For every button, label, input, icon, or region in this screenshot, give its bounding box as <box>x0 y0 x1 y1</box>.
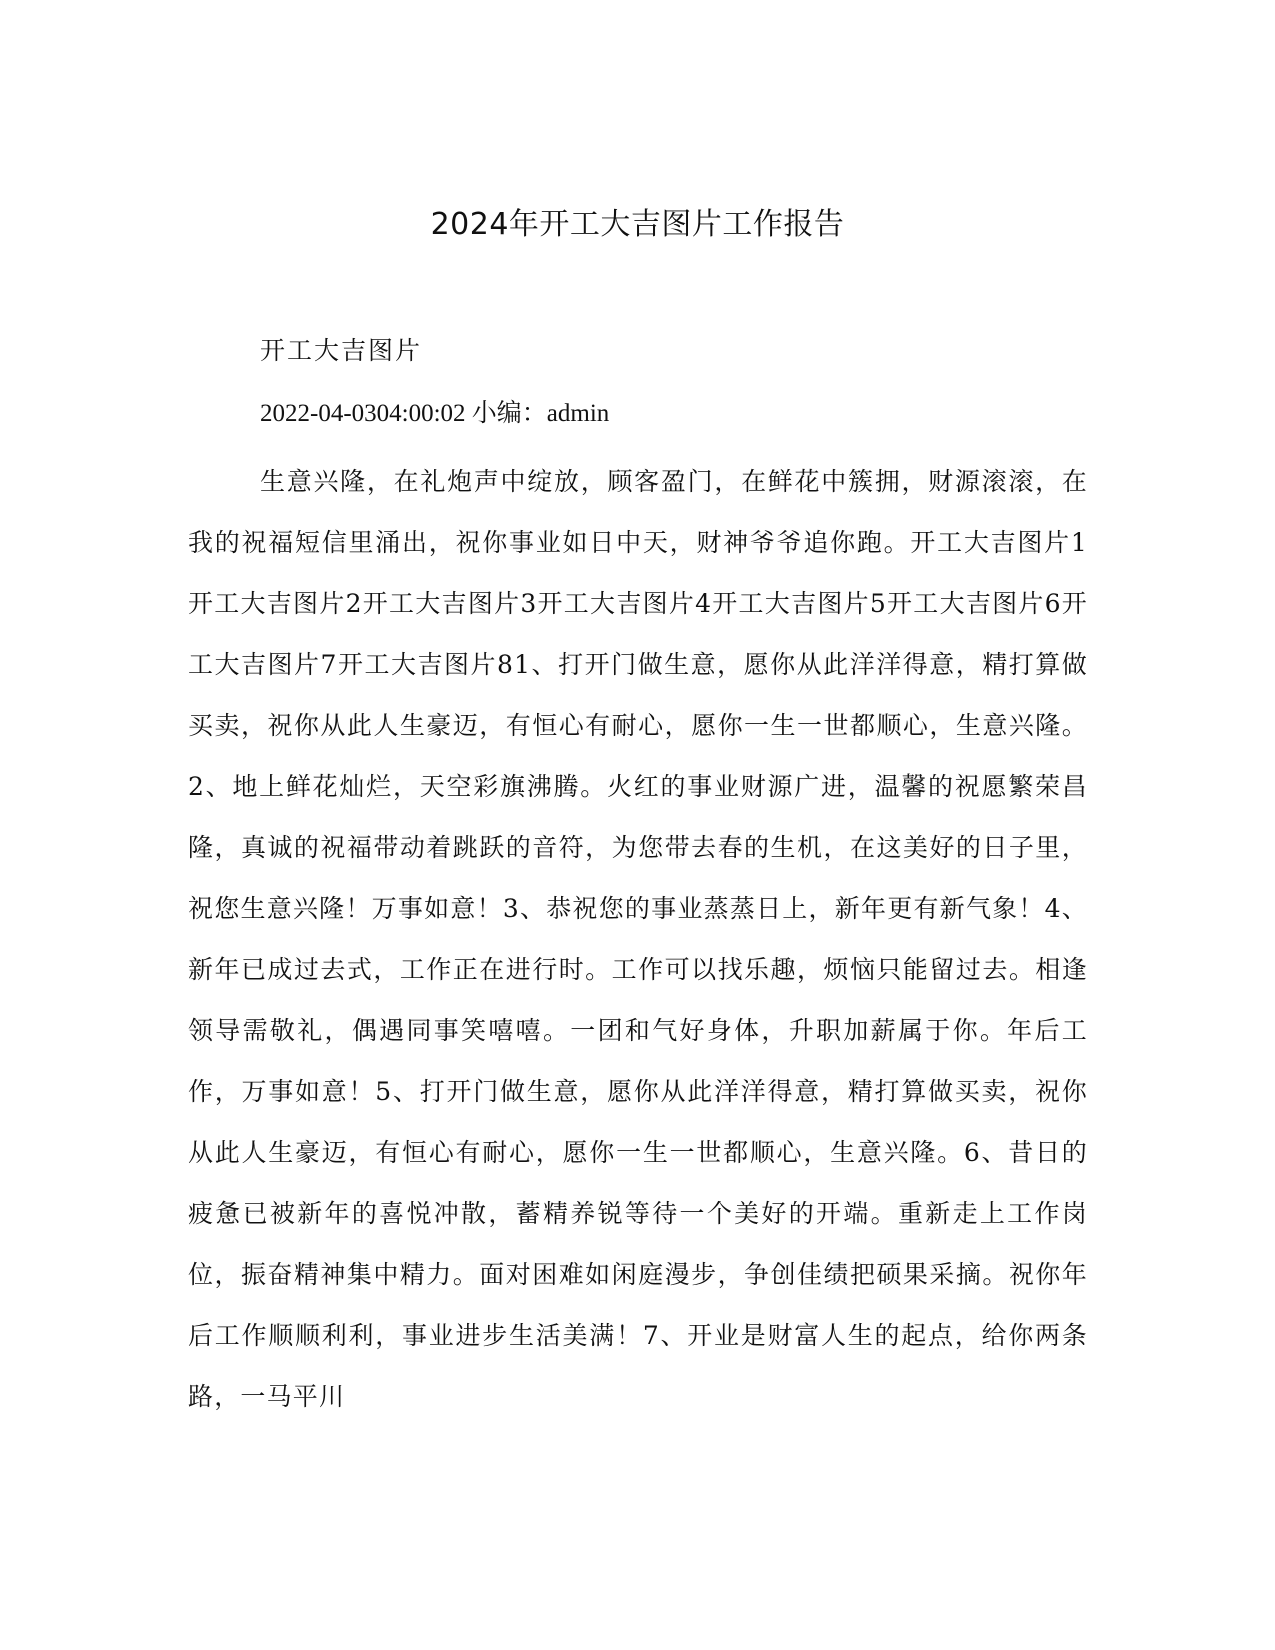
document-title: 2024年开工大吉图片工作报告 <box>430 207 845 242</box>
document-meta: 2022-04-0304:00:02 小编：admin <box>260 400 610 427</box>
document-subtitle: 开工大吉图片 <box>260 336 423 365</box>
document-body: 生意兴隆，在礼炮声中绽放，顾客盈门，在鲜花中簇拥，财源滚滚，在我的祝福短信里涌出，祝你事业如日中天，财神爷爷追你跑。开工大吉图片1开工大吉图片2开工大吉图片3开工大吉图片4开工大吉图片5开工大吉图片6开工大吉图片7开工大吉图片81、打开门做生意，愿你从此洋洋得意，精打算做买卖，祝你从此人生豪迈，有恒心有耐心，愿你一生一世都顺心，生意兴隆。2、地上鲜花灿烂，天空彩旗沸腾。火红的事业财源广进，温馨的祝愿繁荣昌隆，真诚的祝福带动着跳跃的音符，为您带去春的生机，在这美好的日子里，祝您生意兴隆！万事如意！3、恭祝您的事业蒸蒸日上，新年更有新气象！4、新年已成过去式，工作正在进行时。工作可以找乐趣，烦恼只能留过去。相逢领导需敬礼，偶遇同事笑嘻嘻。一团和气好身体，升职加薪属于你。年后工作，万事如意！5、打开门做生意，愿你从此洋洋得意，精打算做买卖，祝你从此人生豪迈，有恒心有耐心，愿你一生一世都顺心，生意兴隆。6、昔日的疲惫已被新年的喜悦冲散，蓄精养锐等待一个美好的开端。重新走上工作岗位，振奋精神集中精力。面对困难如闲庭漫步，争创佳绩把硕果采摘。祝你年后工作顺顺利利，事业进步生活美满！7、开业是财富人生的起点，给你两条路，一马平川 <box>188 467 1088 1411</box>
